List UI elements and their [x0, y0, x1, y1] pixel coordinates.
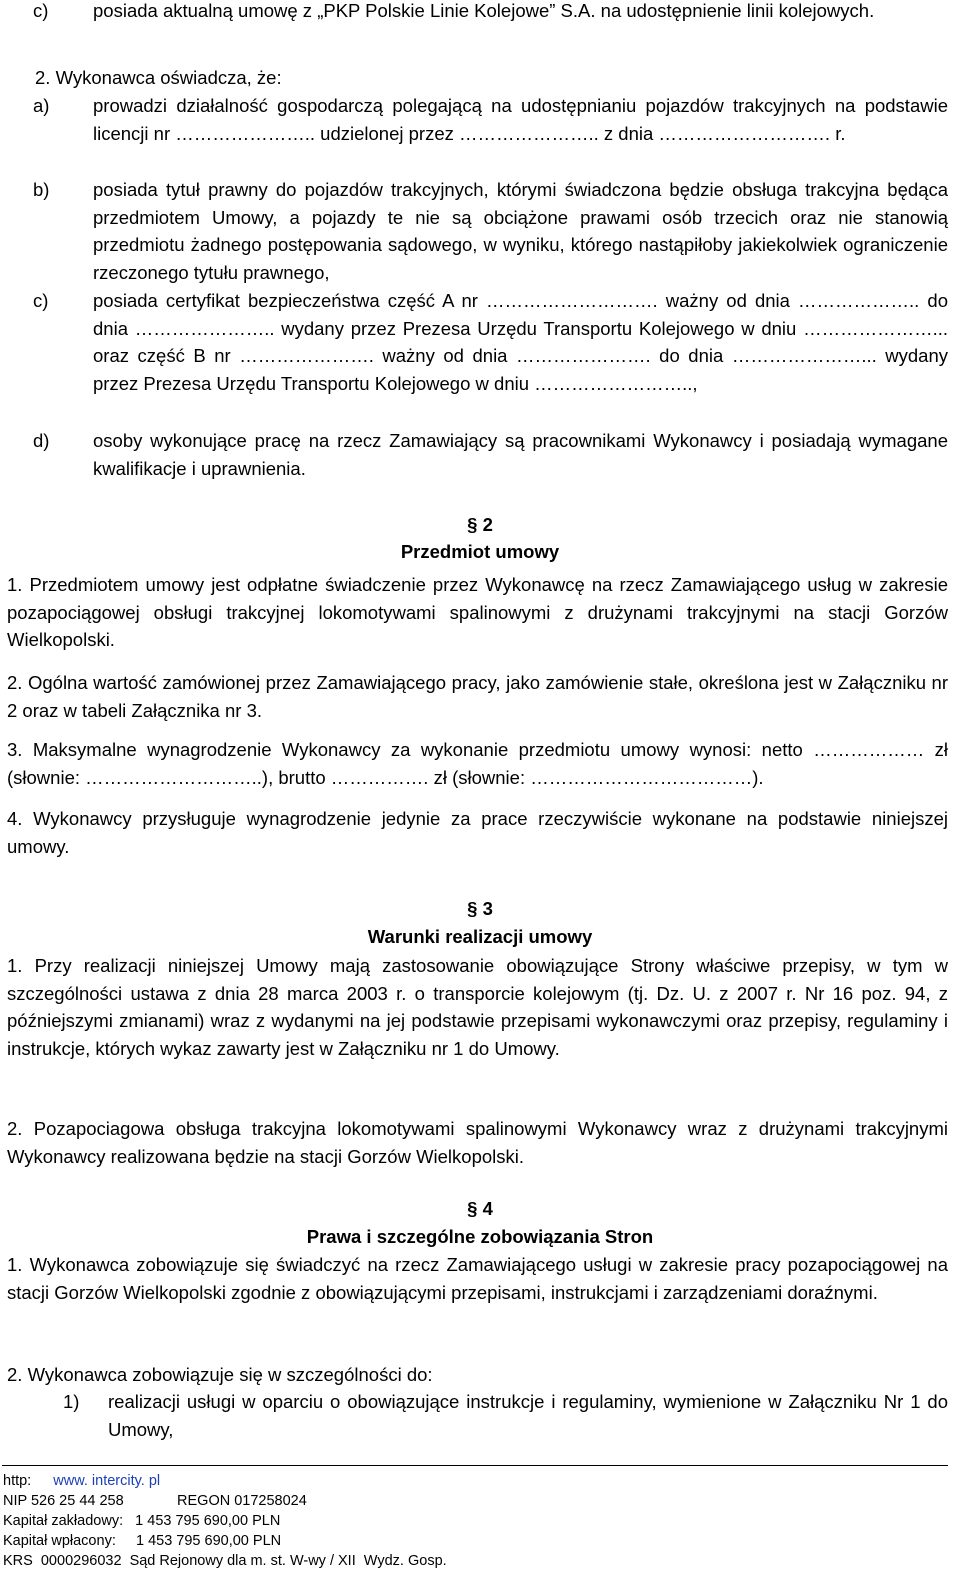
paragraph: 1. Wykonawca zobowiązuje się świadczyć na rzecz Zamawiającego usługi w zakresie pracy pozapociągowej na stacji Gorzów Wielkopolski zgodnie z obowiązującymi przepisami, instrukcjami i zarządzeniami doraźnymi. — [7, 1254, 948, 1303]
footer-nip: NIP 526 25 44 258 — [3, 1493, 124, 1509]
section-title: Prawa i szczególne zobowiązania Stron — [306, 1226, 654, 1247]
footer-kapital-zakladowy: Kapitał zakładowy: 1 453 795 690,00 PLN — [3, 1513, 281, 1529]
item-marker: 1) — [63, 1391, 80, 1412]
list-item — [63, 1388, 948, 1444]
list-item — [33, 176, 948, 288]
section-number: § 4 — [467, 1198, 493, 1219]
item-marker: d) — [33, 430, 50, 451]
website-link[interactable]: www. intercity. pl — [53, 1473, 161, 1489]
section-number: § 3 — [467, 898, 493, 919]
paragraph: 2. Wykonawca oświadcza, że: — [35, 67, 282, 88]
paragraph: 2. Pozapociagowa obsługa trakcyjna lokomotywami spalinowymi Wykonawcy wraz z drużynami trakcyjnymi Wykonawcy realizowana będzie na stacji Gorzów Wielkopolski. — [7, 1118, 948, 1167]
item-text: posiada aktualną umowę z „PKP Polskie Linie Kolejowe” S.A. na udostępnienie linii kolejowych. — [93, 0, 875, 21]
item-marker: a) — [33, 95, 50, 116]
paragraph: 3. Maksymalne wynagrodzenie Wykonawcy za wykonanie przedmiotu umowy wynosi: netto ……………… zł (słownie: ………………………..), brutto ……………. zł (słownie: ………………………………). — [7, 739, 948, 788]
footer-http-label: http: — [3, 1473, 32, 1489]
item-text: prowadzi działalność gospodarczą polegającą na udostępnianiu pojazdów trakcyjnych na podstawie licencji nr ………………….. udzielonej przez ………………….. z dnia ………………………. r. — [93, 95, 948, 144]
paragraph: 1. Przy realizacji niniejszej Umowy mają zastosowanie obowiązujące Strony właściwe przepisy, w tym w szczególności ustawa z dnia 28 marca 2003 r. o transporcie kolejowym (tj. Dz. U. z 2007 r. Nr 16 poz. 94, z późniejszymi zmianami) wraz z wydanymi na jej podstawie przepisami wykonawczymi oraz przepisy, regulaminy i instrukcje, których wykaz zawarty jest w Załączniku nr 1 do Umowy. — [7, 955, 948, 1059]
paragraph: 2. Ogólna wartość zamówionej przez Zamawiającego pracy, jako zamówienie stałe, określona jest w Załączniku nr 2 oraz w tabeli Załącznika nr 3. — [7, 672, 948, 721]
item-marker: c) — [33, 0, 49, 21]
list-item — [33, 287, 948, 427]
item-text: posiada tytuł prawny do pojazdów trakcyjnych, którymi świadczona będzie obsługa trakcyjna będąca przedmiotem Umowy, a pojazdy te nie są obciążone prawami osób trzecich oraz nie stanowią przedmiotu żadnego postępowania sądowego, w wyniku, którego nastąpiłoby jakiekolwiek ograniczenie rzeczonego tytułu prawnego, — [93, 179, 948, 283]
list-item — [33, 427, 948, 483]
footer-divider — [2, 1465, 948, 1466]
item-text: posiada certyfikat bezpieczeństwa część A nr ………………………. ważny od dnia ……………….. do dnia ………………….. wydany przez Prezesa Urzędu Transportu Kolejowego w dniu …………………... oraz część B nr …………………. ważny od dnia …………………. do dnia …………………... wydany przez Prezesa Urzędu Transportu Kolejowego w dniu …………………….., — [93, 290, 948, 394]
section-title: Warunki realizacji umowy — [367, 926, 593, 947]
item-text: osoby wykonujące pracę na rzecz Zamawiający są pracownikami Wykonawcy i posiadają wymagane kwalifikacje i uprawnienia. — [93, 430, 948, 479]
section-title: Przedmiot umowy — [400, 541, 560, 562]
footer-nip-regon — [3, 1490, 307, 1512]
paragraph: 2. Wykonawca zobowiązuje się w szczególności do: — [7, 1364, 433, 1385]
item-marker: b) — [33, 179, 50, 200]
list-item — [33, 92, 948, 176]
list-item — [33, 0, 948, 53]
item-marker: c) — [33, 290, 49, 311]
paragraph: 4. Wykonawcy przysługuje wynagrodzenie jedynie za prace rzeczywiście wykonane na podstawie niniejszej umowy. — [7, 808, 948, 857]
footer-kapital-wplacony: Kapitał wpłacony: 1 453 795 690,00 PLN — [3, 1533, 282, 1549]
footer-krs: KRS 0000296032 Sąd Rejonowy dla m. st. W-wy / XII Wydz. Gosp. — [3, 1553, 447, 1569]
paragraph: 1. Przedmiotem umowy jest odpłatne świadczenie przez Wykonawcę na rzecz Zamawiającego usług w zakresie pozapociągowej obsługi trakcyjnej lokomotywami spalinowymi z drużynami trakcyjnymi na stacji Gorzów Wielkopolski. — [7, 574, 948, 651]
footer-http — [3, 1470, 160, 1492]
section-number: § 2 — [467, 514, 493, 535]
item-text: realizacji usługi w oparciu o obowiązujące instrukcje i regulaminy, wymienione w Załączniku Nr 1 do Umowy, — [108, 1391, 948, 1440]
footer-regon: REGON 017258024 — [177, 1493, 307, 1509]
